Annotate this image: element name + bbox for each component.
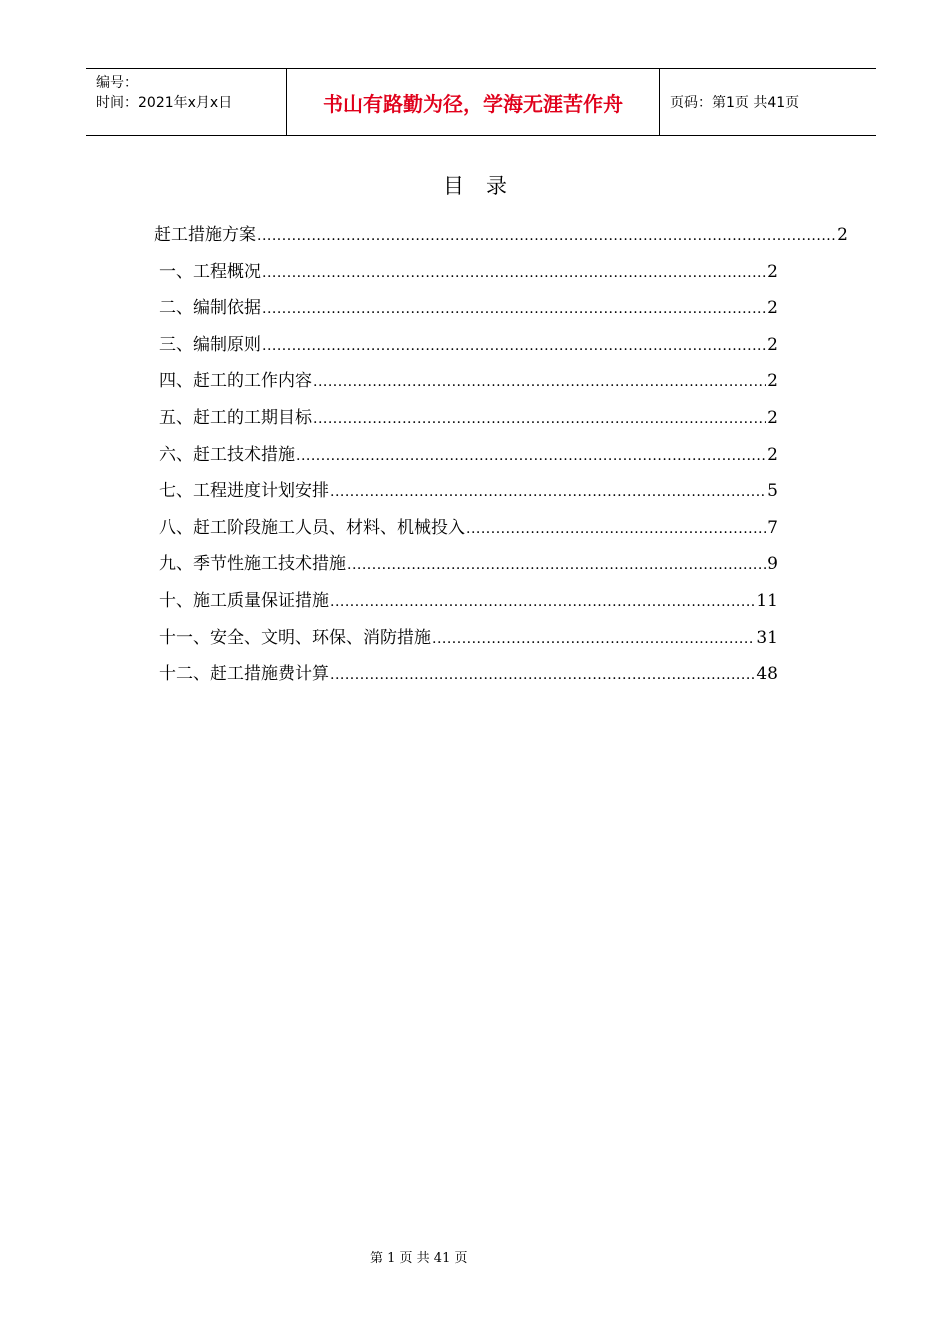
toc-leader-dots	[330, 476, 766, 507]
toc-entry[interactable]	[159, 659, 778, 689]
toc-entry-page: 2	[767, 444, 778, 465]
toc-entry[interactable]	[159, 257, 778, 287]
toc-entry[interactable]	[159, 440, 778, 470]
toc-entry[interactable]	[159, 293, 778, 323]
toc-entry[interactable]	[159, 476, 778, 506]
toc-entry-label: 十一、安全、文明、环保、消防措施	[159, 627, 431, 648]
toc-entry-label: 六、赶工技术措施	[159, 444, 295, 465]
toc-entry[interactable]	[159, 623, 778, 653]
toc-leader-dots	[466, 513, 766, 544]
page-footer: 第 1 页 共 41 页	[370, 1251, 468, 1266]
toc-entry-label: 一、工程概况	[159, 261, 261, 282]
toc-leader-dots	[262, 257, 766, 288]
toc-entry[interactable]	[159, 330, 778, 360]
toc-entry-label: 九、季节性施工技术措施	[159, 554, 346, 575]
toc-leader-dots	[313, 403, 766, 434]
toc-entry-label: 五、赶工的工期目标	[159, 408, 312, 428]
toc-entry[interactable]	[159, 366, 778, 396]
toc-entry-page: 31	[756, 627, 778, 648]
header-page-info: 页码：第1页 共41页	[670, 95, 800, 111]
toc-leader-dots	[330, 659, 755, 690]
toc-leader-dots	[257, 220, 836, 251]
toc-leader-dots	[432, 623, 755, 654]
toc-entry-label: 八、赶工阶段施工人员、材料、机械投入	[159, 517, 465, 538]
toc-entry[interactable]	[159, 513, 778, 543]
toc-entry-page: 9	[767, 554, 778, 575]
toc-entry-label: 十、施工质量保证措施	[159, 591, 329, 611]
toc-entry-label: 十二、赶工措施费计算	[159, 664, 329, 685]
toc-entry-label: 三、编制原则	[159, 334, 261, 355]
toc-entry-label: 七、工程进度计划安排	[159, 481, 329, 502]
page-header	[86, 68, 876, 136]
toc-entry[interactable]	[154, 220, 848, 250]
toc-entry-label: 四、赶工的工作内容	[159, 371, 312, 392]
toc-leader-dots	[262, 330, 766, 361]
toc-leader-dots	[347, 549, 766, 580]
header-motto: 书山有路勤为径，学海无涯苦作舟	[287, 69, 660, 135]
toc-entry-page: 2	[767, 298, 778, 319]
header-time: 时间：2021年x月x日	[96, 95, 233, 111]
toc-entry[interactable]	[159, 403, 778, 433]
toc-entry-page: 2	[767, 334, 778, 355]
toc-entry[interactable]	[159, 549, 778, 579]
toc-leader-dots	[313, 366, 766, 397]
toc-leader-dots	[296, 440, 766, 471]
toc-leader-dots	[262, 293, 766, 324]
toc-entry-page: 2	[767, 408, 778, 428]
toc-entry-page: 48	[756, 664, 778, 685]
toc-entry-page: 2	[767, 261, 778, 282]
toc-entry-page: 2	[837, 225, 848, 245]
toc-leader-dots	[330, 586, 755, 617]
header-number: 编号：	[96, 75, 138, 91]
toc-entry-page: 2	[767, 371, 778, 392]
toc-entry-page: 11	[756, 591, 778, 611]
toc-entry-label: 赶工措施方案	[154, 225, 256, 245]
header-meta	[86, 69, 287, 135]
toc-entry-page: 5	[767, 481, 778, 502]
toc-entry-page: 7	[767, 517, 778, 538]
toc-title: 目录	[443, 174, 529, 198]
toc-entry[interactable]	[159, 586, 778, 616]
toc-entry-label: 二、编制依据	[159, 298, 261, 319]
